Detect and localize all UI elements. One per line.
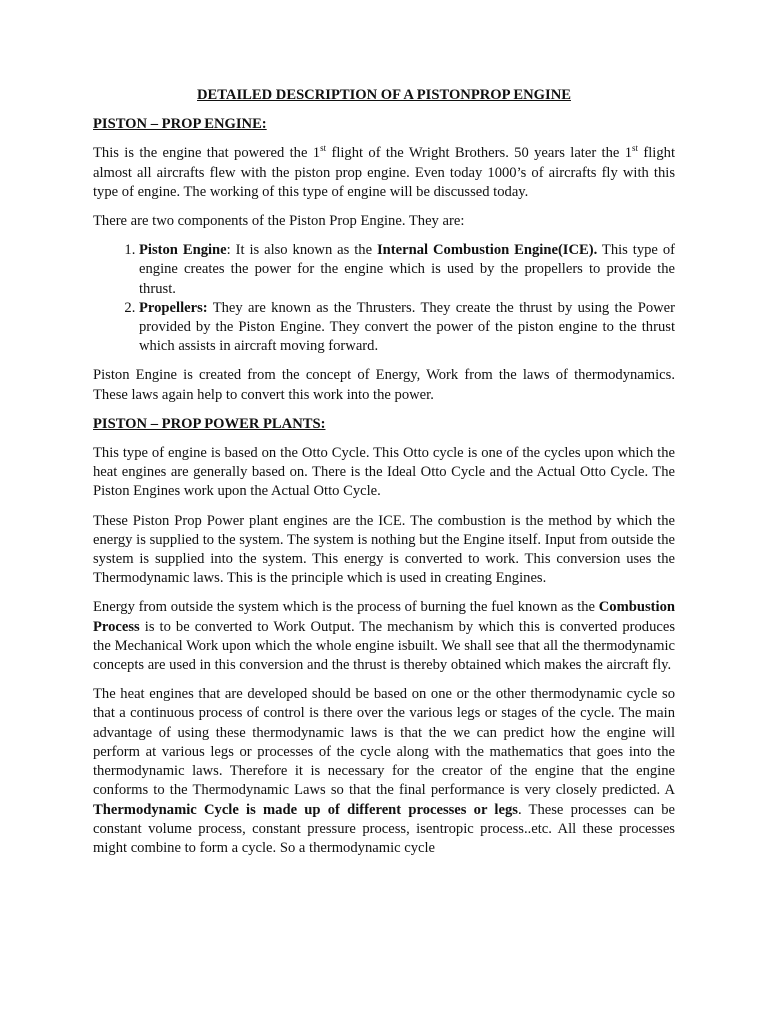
document-page	[93, 86, 675, 868]
section-heading-power-plants: PISTON – PROP POWER PLANTS:	[93, 415, 326, 432]
text-run: . These processes can be constant volume process, constant pressure process, isentropic process..etc. All these processes might combine to form a cycle. So a thermodynamic cycle	[93, 801, 675, 856]
list-item-term: Propellers:	[139, 299, 208, 316]
document-title: DETAILED DESCRIPTION OF A PISTONPROP ENGINE	[197, 87, 571, 103]
text-run: is to be converted to Work Output. The mechanism by which this is converted produces the Mechanical Work upon which the whole engine isbuilt. We shall see that all the thermodynamic concepts are used in this conversion and the thrust is thereby obtained which makes the aircraft fly.	[93, 618, 675, 674]
paragraph-components-intro: There are two components of the Piston Prop Engine. They are:	[93, 213, 465, 230]
bold-text: Internal Combustion Engine(ICE).	[377, 242, 598, 259]
bold-text: Combustion Process	[93, 599, 675, 635]
list-item-piston-engine	[139, 241, 675, 299]
text-run: flight almost all aircrafts flew with the piston prop engine. Even today 1000’s of aircrafts fly with this type of engine. The working of this type of engine will be discussed today.	[93, 145, 675, 200]
text-run: Energy from outside the system which is the process of burning the fuel known as the	[93, 599, 599, 616]
bold-text: Thermodynamic Cycle is made up of different processes or legs	[93, 801, 518, 818]
text-run: flight of the Wright Brothers. 50 years later the 1	[326, 145, 633, 162]
text-run: This is the engine that powered the 1	[93, 145, 321, 162]
paragraph-intro	[93, 144, 675, 202]
paragraph-energy-work: Piston Engine is created from the concept of Energy, Work from the laws of thermodynamics. These laws again help to convert this work into the power.	[93, 367, 675, 403]
paragraph-ice: These Piston Prop Power plant engines are the ICE. The combustion is the method by which the energy is supplied to the system. The system is nothing but the Engine itself. Input from outside the system is supplied into the system. This energy is converted to work. This conversion uses the Thermodynamic laws. This is the principle which is used in creating Engines.	[93, 512, 675, 587]
text-run: : It is also known as the	[226, 242, 377, 259]
paragraph-heat-engines	[93, 685, 675, 858]
superscript: st	[320, 143, 327, 154]
text-run: They are known as the Thrusters. They create the thrust by using the Power provided by the Piston Engine. They convert the power of the piston engine to the thrust which assists in aircraft moving forward.	[139, 299, 675, 355]
text-run: The heat engines that are developed should be based on one or the other thermodynamic cycle so that a continuous process of control is there over the various legs or stages of the cycle. The main advantage of using these thermodynamic laws is that the we can predict how the engine will perform at various legs or processes of the cycle along with the mathematics that goes into the thermodynamic laws. Therefore it is necessary for the creator of the engine that the engine conforms to the Thermodynamic Laws so that the final performance is very closely predicted. A	[93, 686, 675, 799]
paragraph-otto-cycle: This type of engine is based on the Otto Cycle. This Otto cycle is one of the cycles upon which the heat engines are generally based on. There is the Ideal Otto Cycle and the Actual Otto Cycle. The Piston Engines work upon the Actual Otto Cycle.	[93, 445, 675, 500]
text-run: This type of engine creates the power for the engine which is used by the propellers to provide the thrust.	[139, 242, 675, 297]
components-list	[93, 241, 675, 356]
list-item-propellers	[139, 299, 675, 357]
section-heading-piston-prop-engine: PISTON – PROP ENGINE:	[93, 116, 267, 133]
paragraph-combustion	[93, 598, 675, 675]
list-item-term: Piston Engine	[139, 242, 227, 259]
superscript: st	[632, 143, 639, 154]
